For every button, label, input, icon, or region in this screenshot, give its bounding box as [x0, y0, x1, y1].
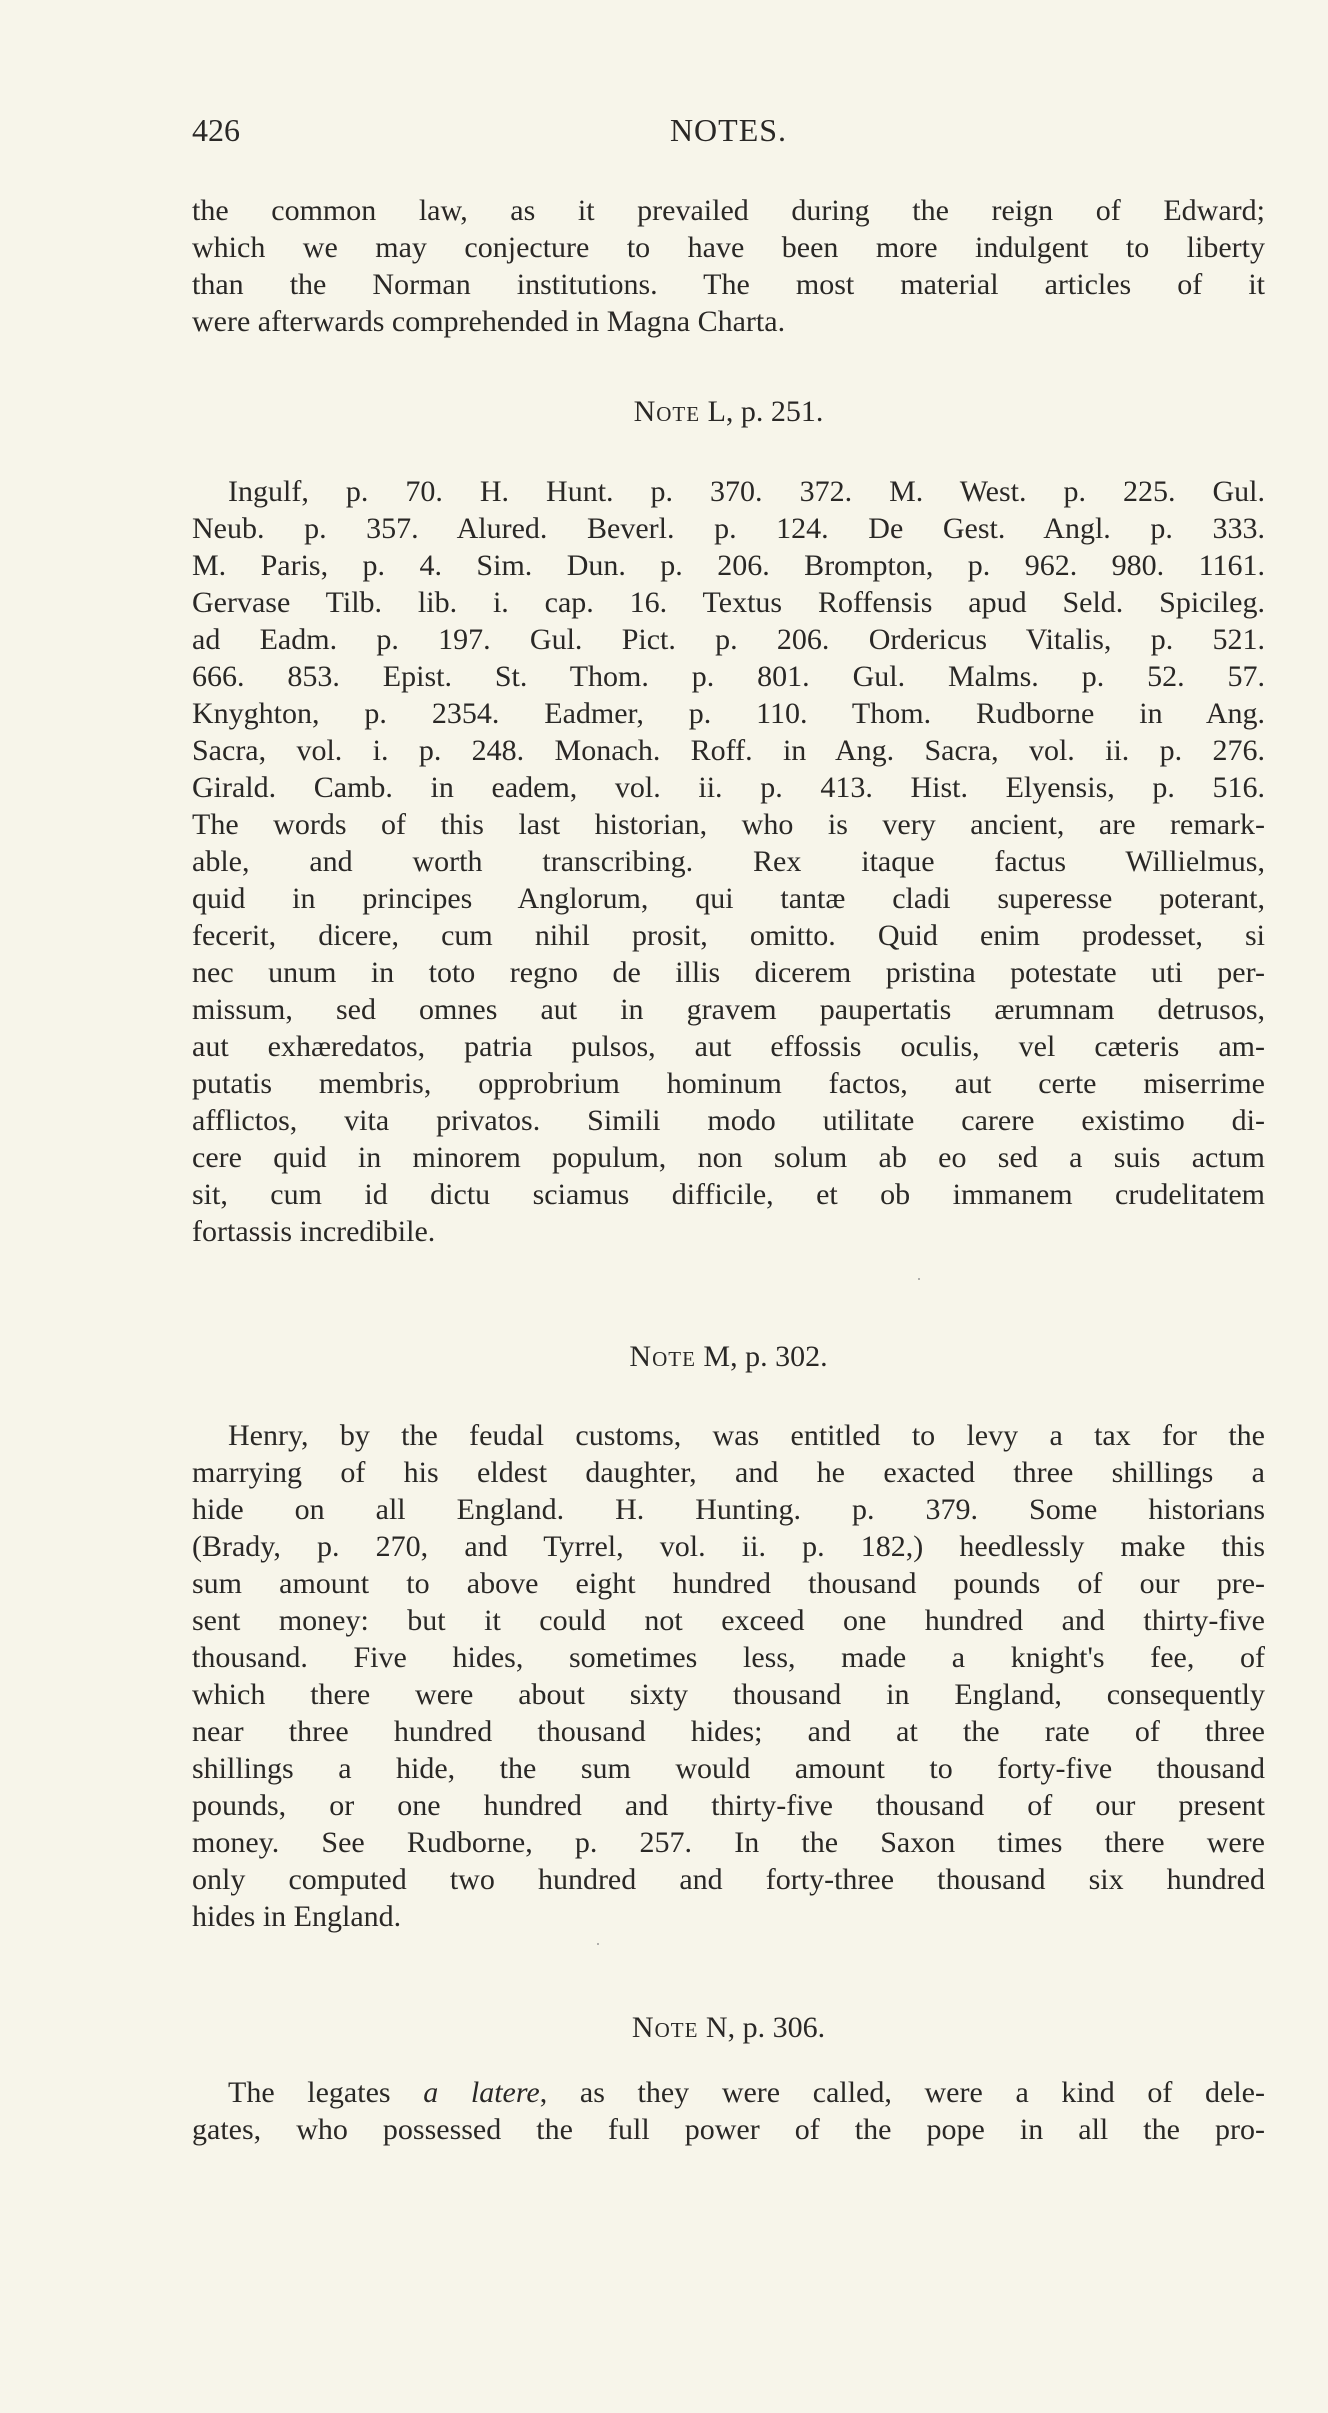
text-line: nec unum in toto regno de illis dicerem pristina potestate uti per- — [192, 956, 1265, 989]
note-label: Note — [631, 2011, 699, 2044]
text-line: than the Norman institutions. The most material articles of it — [192, 268, 1265, 301]
text-line: aut exhæredatos, patria pulsos, aut effossis oculis, vel cæteris am- — [192, 1030, 1265, 1063]
text-line: putatis membris, opprobrium hominum factos, aut certe miserrime — [192, 1067, 1265, 1100]
text-line: fecerit, dicere, cum nihil prosit, omitto. Quid enim prodesset, si — [192, 919, 1265, 952]
text-line: sit, cum id dictu sciamus difficile, et ob immanem crudelitatem — [192, 1178, 1265, 1211]
running-title: NOTES. — [669, 112, 788, 148]
text-line: thousand. Five hides, sometimes less, made a knight's fee, of — [192, 1641, 1265, 1674]
text-line: shillings a hide, the sum would amount to forty-five thousand — [192, 1752, 1265, 1785]
text-line: which there were about sixty thousand in England, consequently — [192, 1678, 1265, 1711]
text-line: sent money: but it could not exceed one hundred and thirty-five — [192, 1604, 1265, 1637]
running-header — [192, 112, 1265, 156]
text-line: sum amount to above eight hundred thousand pounds of our pre- — [192, 1567, 1265, 1600]
note-ref: M, p. 302. — [703, 1340, 828, 1373]
note-n-paragraph — [192, 2074, 1265, 2148]
text-line: Henry, by the feudal customs, was entitled to levy a tax for the — [228, 1419, 1265, 1452]
page-number: 426 — [192, 112, 240, 148]
continuation-paragraph — [192, 192, 1265, 340]
note-label: Note — [633, 395, 701, 428]
text-line: fortassis incredibile. — [192, 1215, 436, 1248]
text-line: marrying of his eldest daughter, and he exacted three shillings a — [192, 1456, 1265, 1489]
note-l-paragraph — [192, 473, 1265, 1250]
text-line: were afterwards comprehended in Magna Charta. — [192, 305, 786, 338]
text-line: near three hundred thousand hides; and at the rate of three — [192, 1715, 1265, 1748]
text-line: Ingulf, p. 70. H. Hunt. p. 370. 372. M. West. p. 225. Gul. — [228, 475, 1265, 508]
note-n-heading — [192, 2011, 1265, 2045]
text-line: ad Eadm. p. 197. Gul. Pict. p. 206. Ordericus Vitalis, p. 521. — [192, 623, 1265, 656]
text-line: pounds, or one hundred and thirty-five thousand of our present — [192, 1789, 1265, 1822]
text-line: 666. 853. Epist. St. Thom. p. 801. Gul. Malms. p. 52. 57. — [192, 660, 1265, 693]
text-line: only computed two hundred and forty-three thousand six hundred — [192, 1863, 1265, 1896]
text-line: hides in England. — [192, 1900, 402, 1933]
text-line: M. Paris, p. 4. Sim. Dun. p. 206. Brompton, p. 962. 980. 1161. — [192, 549, 1265, 582]
text-line: missum, sed omnes aut in gravem paupertatis ærumnam detrusos, — [192, 993, 1265, 1026]
text-line: The words of this last historian, who is very ancient, are remark- — [192, 808, 1265, 841]
text-line: the common law, as it prevailed during the reign of Edward; — [192, 194, 1265, 227]
note-label: Note — [629, 1340, 696, 1373]
text-line: which we may conjecture to have been more indulgent to liberty — [192, 231, 1265, 264]
text-line: Gervase Tilb. lib. i. cap. 16. Textus Roffensis apud Seld. Spicileg. — [192, 586, 1265, 619]
note-ref: L, p. 251. — [707, 395, 824, 428]
text-line: quid in principes Anglorum, qui tantæ cladi superesse poterant, — [192, 882, 1265, 915]
note-ref: N, p. 306. — [705, 2011, 826, 2044]
note-m-paragraph — [192, 1417, 1265, 1935]
text-line: gates, who possessed the full power of the pope in all the pro- — [192, 2113, 1265, 2146]
text-line: able, and worth transcribing. Rex itaque factus Willielmus, — [192, 845, 1265, 878]
text-line: (Brady, p. 270, and Tyrrel, vol. ii. p. 182,) heedlessly make this — [192, 1530, 1265, 1563]
text-line: hide on all England. H. Hunting. p. 379. Some historians — [192, 1493, 1265, 1526]
text-line: Neub. p. 357. Alured. Beverl. p. 124. De Gest. Angl. p. 333. — [192, 512, 1265, 545]
note-m-heading — [192, 1340, 1265, 1374]
scan-speck — [918, 1278, 920, 1280]
scan-speck — [597, 1943, 599, 1945]
text-line: Sacra, vol. i. p. 248. Monach. Roff. in Ang. Sacra, vol. ii. p. 276. — [192, 734, 1265, 767]
text-line: The legates a latere, as they were called, were a kind of dele- — [228, 2076, 1265, 2109]
note-l-heading — [192, 395, 1265, 429]
text-line: Girald. Camb. in eadem, vol. ii. p. 413. Hist. Elyensis, p. 516. — [192, 771, 1265, 804]
text-line: afflictos, vita privatos. Simili modo utilitate carere existimo di- — [192, 1104, 1265, 1137]
text-line: cere quid in minorem populum, non solum ab eo sed a suis actum — [192, 1141, 1265, 1174]
text-line: Knyghton, p. 2354. Eadmer, p. 110. Thom. Rudborne in Ang. — [192, 697, 1265, 730]
text-line: money. See Rudborne, p. 257. In the Saxon times there were — [192, 1826, 1265, 1859]
